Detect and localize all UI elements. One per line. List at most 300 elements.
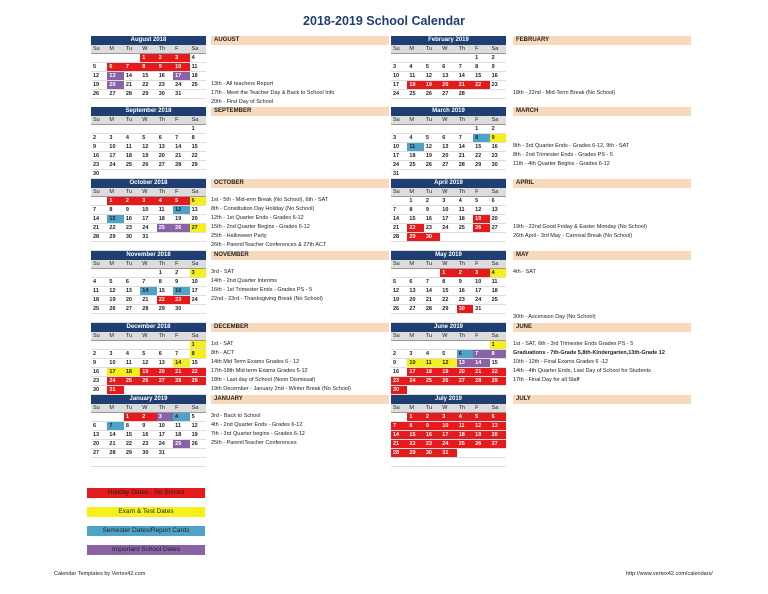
day-cell: 7 [424,278,440,287]
day-cell [457,458,473,467]
day-cell: 13 [490,422,506,431]
event-line [513,53,691,62]
events-heading: NOVEMBER [211,251,389,260]
weekday-label: F [175,261,179,267]
day-cell [107,125,123,134]
day-cell: 4 [457,197,473,206]
event-line [513,457,691,466]
day-cell: 1 [190,341,206,350]
day-cell [107,170,123,179]
month-calendar [391,251,506,323]
events-heading: AUGUST [211,36,389,45]
day-grid [391,197,506,251]
day-cell: 10 [391,143,407,152]
day-cell: 4 [124,134,140,143]
day-cell: 3 [440,197,456,206]
day-cell: 16 [424,431,440,440]
event-line [211,160,389,169]
weekday-label: Su [93,189,100,195]
weekday-label: Th [458,46,466,52]
event-line: 17th - Final Day for all Staff [513,377,580,383]
day-cell: 21 [391,224,407,233]
weekday-label: Th [158,333,166,339]
day-cell [173,125,189,134]
day-cell: 3 [407,350,423,359]
weekday-label: Th [158,261,166,267]
day-cell: 31 [391,170,407,179]
day-cell [490,458,506,467]
day-cell: 24 [107,377,123,386]
event-line: 8th - ACT [211,350,235,356]
day-cell: 17 [173,72,189,81]
day-cell: 26 [424,90,440,99]
month-calendar [391,107,506,179]
day-cell [157,233,173,242]
day-cell: 29 [190,161,206,170]
day-cell: 24 [157,440,173,449]
day-cell: 8 [490,350,506,359]
day-cell: 7 [391,422,407,431]
day-cell [91,413,107,422]
weekday-header [91,260,206,269]
day-cell: 24 [391,90,407,99]
day-cell [173,341,189,350]
day-cell [440,458,456,467]
day-cell: 1 [140,54,156,63]
day-cell [190,305,206,314]
day-cell [490,242,506,251]
event-line: 8th - 2nd Trimester Ends - Grades PS - 5 [513,152,613,158]
day-cell [391,458,407,467]
day-cell [124,458,140,467]
day-cell: 21 [140,296,156,305]
day-cell: 28 [473,377,489,386]
day-cell: 26 [140,161,156,170]
day-cell: 18 [407,152,423,161]
day-cell [124,54,140,63]
day-cell: 2 [424,413,440,422]
event-line [211,151,389,160]
day-cell: 13 [157,143,173,152]
day-cell [424,242,440,251]
day-cell: 30 [424,449,440,458]
day-cell: 26 [173,224,189,233]
day-cell [173,233,189,242]
day-cell: 9 [140,422,156,431]
event-line [513,448,691,457]
weekday-label: Tu [125,405,133,411]
day-cell [157,341,173,350]
day-cell: 15 [140,72,156,81]
day-cell: 24 [440,224,456,233]
day-cell [457,341,473,350]
month-events [211,179,389,250]
day-cell: 6 [407,278,423,287]
weekday-label: Tu [125,261,133,267]
day-cell: 28 [424,305,440,314]
weekday-label: Su [93,405,100,411]
day-cell: 22 [107,224,123,233]
month-calendar [91,179,206,251]
weekday-label: F [175,333,179,339]
day-cell: 27 [91,449,107,458]
day-cell: 13 [457,359,473,368]
day-cell: 12 [190,422,206,431]
event-line [513,277,691,286]
event-line [513,196,691,205]
event-line: 17th-18th Mid term Exams Grades 6-12 [211,368,308,374]
day-cell: 15 [107,215,123,224]
day-cell: 19 [473,431,489,440]
day-cell: 2 [391,350,407,359]
day-cell: 19 [107,296,123,305]
day-cell [140,341,156,350]
day-cell: 2 [424,197,440,206]
day-cell: 14 [391,215,407,224]
day-cell [391,125,407,134]
events-heading: DECEMBER [211,323,389,332]
day-cell [490,305,506,314]
weekday-label: M [109,117,115,123]
day-cell: 5 [91,63,107,72]
day-cell: 6 [157,350,173,359]
day-cell: 25 [407,161,423,170]
day-cell: 9 [424,422,440,431]
day-cell: 28 [457,90,473,99]
day-cell [407,341,423,350]
day-cell [407,125,423,134]
day-cell: 18 [190,72,206,81]
day-cell [140,386,156,395]
day-cell: 1 [407,197,423,206]
weekday-label: F [475,46,479,52]
month-title: May 2019 [391,251,506,260]
weekday-label: Sa [191,261,199,267]
weekday-label: Sa [191,189,199,195]
day-cell [457,170,473,179]
weekday-header [391,260,506,269]
day-grid [391,413,506,467]
weekday-label: Tu [425,189,433,195]
day-cell: 5 [391,278,407,287]
day-cell [473,170,489,179]
day-cell: 5 [173,197,189,206]
day-cell: 30 [157,90,173,99]
event-line [211,313,389,322]
weekday-label: Su [393,117,400,123]
day-cell [407,386,423,395]
day-cell: 11 [91,287,107,296]
day-cell: 11 [157,206,173,215]
weekday-label: W [142,117,148,123]
day-cell: 6 [440,134,456,143]
day-cell [124,125,140,134]
day-cell: 3 [140,197,156,206]
day-cell: 24 [391,161,407,170]
day-cell: 14 [457,143,473,152]
day-cell [173,170,189,179]
day-cell [173,449,189,458]
day-cell: 3 [107,134,123,143]
day-cell: 17 [391,81,407,90]
day-cell: 11 [407,143,423,152]
weekday-label: Tu [125,117,133,123]
day-cell [124,170,140,179]
day-cell [124,314,140,323]
day-cell [473,449,489,458]
event-line: 20th - First Day of School [211,99,274,105]
day-cell: 19 [140,368,156,377]
day-cell: 28 [173,377,189,386]
day-grid [91,413,206,467]
day-cell: 22 [157,296,173,305]
day-cell: 27 [190,224,206,233]
day-cell [490,233,506,242]
day-cell: 27 [457,377,473,386]
day-cell: 27 [107,90,123,99]
day-grid [91,197,206,251]
event-line: 3rd - Back to School [211,413,261,419]
event-line [211,457,389,466]
day-cell: 22 [490,368,506,377]
day-cell: 14 [457,72,473,81]
day-cell: 10 [107,143,123,152]
day-cell: 4 [407,134,423,143]
day-cell: 14 [140,287,156,296]
day-cell: 3 [473,269,489,278]
day-cell [107,458,123,467]
weekday-label: F [175,189,179,195]
day-cell [107,341,123,350]
weekday-header [91,188,206,197]
day-cell: 9 [490,63,506,72]
day-cell: 23 [490,152,506,161]
day-grid [391,341,506,395]
day-cell: 30 [91,386,107,395]
day-cell: 15 [407,215,423,224]
day-cell: 7 [107,422,123,431]
day-cell: 24 [407,377,423,386]
day-cell: 10 [391,72,407,81]
day-cell: 9 [91,143,107,152]
day-cell: 10 [173,63,189,72]
event-line: 8th - 3rd Quarter Ends - Grades 6-12, 9th - SAT [513,143,630,149]
month-events [513,107,691,178]
day-cell: 30 [391,386,407,395]
day-cell [424,458,440,467]
day-cell: 28 [173,161,189,170]
day-cell [407,54,423,63]
day-cell [124,242,140,251]
weekday-label: W [142,189,148,195]
day-cell: 1 [190,125,206,134]
legend-item: Exam & Test Dates [87,507,205,517]
event-line [513,98,691,107]
day-cell: 21 [457,152,473,161]
weekday-label: F [475,261,479,267]
day-cell: 16 [91,152,107,161]
day-cell [391,197,407,206]
weekday-label: W [442,333,448,339]
day-cell [190,233,206,242]
day-cell: 24 [140,224,156,233]
event-line [513,439,691,448]
day-cell: 3 [440,413,456,422]
day-cell: 4 [157,197,173,206]
day-cell: 18 [157,215,173,224]
event-line: 14th - 2nd Quarter Interims [211,278,278,284]
day-cell [457,314,473,323]
day-cell: 13 [407,287,423,296]
day-cell: 29 [107,233,123,242]
day-cell: 24 [107,161,123,170]
day-cell: 3 [173,54,189,63]
weekday-label: Th [158,189,166,195]
day-cell: 15 [440,287,456,296]
day-cell: 28 [107,449,123,458]
day-cell: 26 [440,377,456,386]
day-cell [190,242,206,251]
day-cell: 24 [190,296,206,305]
event-line: 10th - 12th - Final Exams Grades 6 -12 [513,359,609,365]
weekday-label: M [409,117,415,123]
day-cell: 4 [91,278,107,287]
day-cell: 28 [140,305,156,314]
weekday-header [391,404,506,413]
day-cell: 8 [124,422,140,431]
day-cell: 2 [173,269,189,278]
day-cell: 14 [473,359,489,368]
day-cell: 31 [157,449,173,458]
weekday-label: W [142,46,148,52]
day-cell: 20 [457,368,473,377]
day-cell: 27 [440,161,456,170]
day-grid [391,125,506,179]
day-cell [391,413,407,422]
day-cell: 25 [457,224,473,233]
month-events [513,251,691,322]
event-line: 26th - Parent/Teacher Conferences & 27th ACT [211,242,327,248]
weekday-label: M [109,46,115,52]
event-line [513,412,691,421]
day-cell: 9 [457,278,473,287]
day-cell: 25 [490,296,506,305]
day-cell: 13 [91,431,107,440]
weekday-label: Tu [125,189,133,195]
day-cell: 16 [91,368,107,377]
weekday-header [391,45,506,54]
weekday-label: Sa [191,333,199,339]
day-cell: 18 [457,431,473,440]
day-cell: 3 [157,413,173,422]
day-cell [157,125,173,134]
day-cell: 6 [457,350,473,359]
event-line: 25th - Halloween Party [211,233,267,239]
weekday-label: M [409,333,415,339]
day-cell: 26 [391,305,407,314]
event-line [513,71,691,80]
weekday-label: M [409,261,415,267]
event-line: 14th - 4th Quarter Ends, Last Day of School for Students [513,368,651,374]
weekday-label: Tu [425,333,433,339]
day-cell: 9 [91,359,107,368]
day-cell: 28 [124,90,140,99]
day-grid [91,269,206,323]
day-cell: 4 [124,350,140,359]
legend-item: Semester Dates/Report Cards [87,526,205,536]
weekday-label: Su [393,261,400,267]
day-cell: 19 [91,81,107,90]
events-heading: JANUARY [211,395,389,404]
day-grid [91,54,206,108]
day-cell: 3 [391,134,407,143]
day-cell: 15 [190,359,206,368]
weekday-label: W [142,405,148,411]
day-cell: 15 [473,72,489,81]
weekday-header [391,332,506,341]
day-cell: 8 [190,350,206,359]
event-line [513,169,691,178]
day-cell: 10 [157,422,173,431]
day-cell: 17 [190,287,206,296]
event-line: 8th - Constitution Day Holiday (No School) [211,206,315,212]
weekday-label: Sa [491,189,499,195]
weekday-label: Su [393,46,400,52]
event-line: 19th - 22nd Good Friday & Easter Monday (No School) [513,224,647,230]
month-calendar [91,251,206,323]
day-cell: 18 [124,368,140,377]
day-cell: 21 [457,81,473,90]
month-title: November 2018 [91,251,206,260]
day-cell [91,242,107,251]
day-cell: 16 [424,215,440,224]
day-cell: 11 [124,143,140,152]
day-cell: 13 [440,143,456,152]
day-cell: 27 [157,161,173,170]
day-cell: 8 [473,134,489,143]
day-cell: 2 [457,269,473,278]
event-line [211,304,389,313]
event-line [513,304,691,313]
day-cell: 18 [424,368,440,377]
day-cell: 29 [473,161,489,170]
day-cell: 29 [407,233,423,242]
day-cell: 13 [107,72,123,81]
day-cell: 22 [190,368,206,377]
day-cell [107,269,123,278]
month-title: December 2018 [91,323,206,332]
day-cell: 22 [473,152,489,161]
day-cell: 23 [124,224,140,233]
events-heading: OCTOBER [211,179,389,188]
day-cell [440,125,456,134]
day-cell: 20 [157,152,173,161]
weekday-header [91,332,206,341]
day-cell [473,90,489,99]
month-events [211,395,389,466]
day-cell: 22 [140,81,156,90]
day-cell: 29 [190,377,206,386]
day-cell [457,242,473,251]
day-cell: 18 [407,81,423,90]
weekday-label: F [175,405,179,411]
day-cell: 13 [440,72,456,81]
day-cell: 22 [190,152,206,161]
day-cell [473,341,489,350]
day-cell [490,449,506,458]
day-cell: 5 [473,197,489,206]
event-line: 17th - Meet the Teacher Day & Back to School Info [211,90,335,96]
